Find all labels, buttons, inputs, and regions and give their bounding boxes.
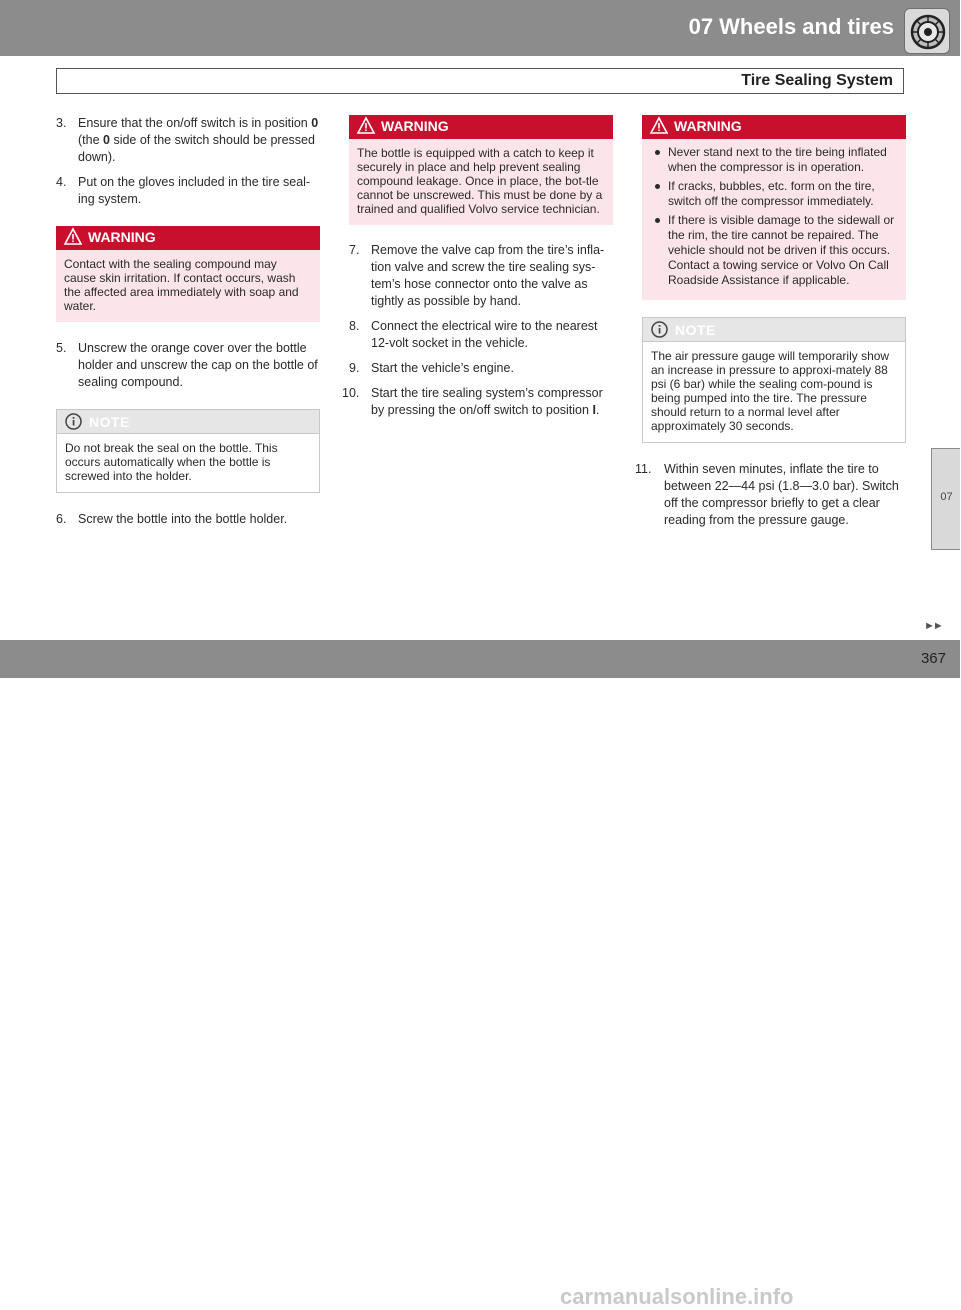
note-text: The air pressure gauge will temporarily show an increase in pressure to approxi-mately 88 psi (6 bar) while the sealing com-pound is being pumped into the tire. The pressure should return to a normal level after approximately 30 seconds. bbox=[651, 349, 890, 433]
warning-label: WARNING bbox=[381, 118, 449, 134]
continue-arrows-icon: ►► bbox=[924, 620, 942, 632]
section-bar bbox=[56, 68, 904, 94]
note-label: NOTE bbox=[675, 322, 716, 338]
step-text: side of the switch should be pressed down). bbox=[78, 133, 315, 164]
step-text: Start the tire sealing system’s compressor by pressing the on/off switch to position bbox=[371, 386, 603, 417]
step-text: . bbox=[595, 403, 600, 417]
warning-label: WARNING bbox=[88, 229, 156, 245]
step-text: Put on the gloves included in the tire seal-ing system. bbox=[78, 175, 311, 206]
bullet-item: If cracks, bubbles, etc. form on the tire, switch off the compressor immediately. bbox=[650, 179, 898, 209]
note-text: Do not break the seal on the bottle. This occurs automatically when the bottle is screwed into the holder. bbox=[65, 441, 278, 483]
warning-triangle-icon bbox=[650, 117, 668, 139]
note-box bbox=[56, 409, 320, 493]
switch-position: 0 bbox=[103, 133, 110, 147]
warning-box bbox=[56, 226, 320, 322]
header-band bbox=[0, 0, 960, 56]
step-6 bbox=[46, 511, 320, 528]
switch-position: I bbox=[592, 403, 596, 417]
warning-header bbox=[349, 115, 613, 139]
page-number: 367 bbox=[920, 650, 946, 667]
warning-label: WARNING bbox=[674, 118, 742, 134]
side-tab-label: 07 bbox=[940, 491, 953, 503]
chapter-title: 07 Wheels and tires bbox=[688, 14, 894, 39]
tire-icon bbox=[904, 8, 950, 54]
warning-triangle-icon bbox=[64, 228, 82, 250]
note-header bbox=[643, 318, 905, 342]
step-text: Remove the valve cap from the tire’s infla-tion valve and screw the tire sealing sys-tem’s hose connector onto the valve as tightly as possible by hand. bbox=[371, 243, 605, 308]
info-icon bbox=[65, 413, 82, 435]
column-1 bbox=[46, 115, 320, 536]
step-7 bbox=[339, 242, 613, 310]
step-text: (the bbox=[78, 133, 104, 147]
watermark: carmanualsonline.info bbox=[560, 1284, 794, 1309]
step-text: Screw the bottle into the bottle holder. bbox=[78, 512, 288, 526]
chapter-side-tab[interactable] bbox=[931, 448, 960, 550]
warning-bullet-list bbox=[642, 139, 906, 300]
step-number: 6. bbox=[56, 512, 67, 526]
step-number: 4. bbox=[56, 175, 67, 189]
step-4 bbox=[46, 174, 320, 208]
bullet-item: Never stand next to the tire being inflated when the compressor is in operation. bbox=[650, 145, 898, 175]
step-11 bbox=[632, 461, 906, 529]
step-text: Unscrew the orange cover over the bottle holder and unscrew the cap on the bottle of sealing compound. bbox=[78, 341, 318, 389]
step-text: Within seven minutes, inflate the tire to between 22—44 psi (1.8—3.0 bar). Switch off the compressor briefly to get a clear reading from the pressure gauge. bbox=[664, 462, 899, 527]
column-3 bbox=[632, 115, 906, 537]
switch-position: 0 bbox=[311, 116, 319, 130]
info-icon bbox=[651, 321, 668, 343]
step-8 bbox=[339, 318, 613, 352]
bullet-item: If there is visible damage to the sidewall or the rim, the tire cannot be repaired. The vehicle should not be driven if this occurs. Contact a towing service or Volvo On Call Roadside Assistance if applicable. bbox=[650, 213, 898, 288]
step-5 bbox=[46, 340, 320, 391]
step-text: Connect the electrical wire to the nearest 12-volt socket in the vehicle. bbox=[371, 319, 598, 350]
section-title: Tire Sealing System bbox=[741, 72, 893, 89]
warning-header bbox=[642, 115, 906, 139]
step-number: 9. bbox=[349, 361, 360, 375]
step-text: Start the vehicle’s engine. bbox=[371, 361, 514, 375]
step-10 bbox=[339, 385, 613, 419]
step-number: 5. bbox=[56, 341, 67, 355]
warning-box bbox=[349, 115, 613, 225]
warning-header bbox=[56, 226, 320, 250]
note-label: NOTE bbox=[89, 414, 130, 430]
column-2 bbox=[339, 115, 613, 427]
step-number: 11. bbox=[635, 462, 652, 476]
step-text: Ensure that the on/off switch is in position bbox=[78, 116, 312, 130]
warning-box bbox=[642, 115, 906, 300]
footer-band bbox=[0, 640, 960, 1309]
warning-triangle-icon bbox=[357, 117, 375, 139]
note-header bbox=[57, 410, 319, 434]
warning-text: The bottle is equipped with a catch to keep it securely in place and help prevent sealing compound leakage. Once in place, the bot-tle cannot be unscrewed. This must be done by a trained and qualified Volvo service technician. bbox=[357, 146, 603, 216]
note-box bbox=[642, 317, 906, 443]
step-number: 3. bbox=[56, 116, 67, 130]
step-number: 7. bbox=[349, 243, 360, 257]
step-number: 10. bbox=[342, 386, 360, 400]
step-number: 8. bbox=[349, 319, 360, 333]
step-9 bbox=[339, 360, 613, 377]
step-3 bbox=[46, 115, 320, 166]
warning-text: Contact with the sealing compound may cause skin irritation. If contact occurs, wash the affected area immediately with soap and water. bbox=[64, 257, 299, 313]
